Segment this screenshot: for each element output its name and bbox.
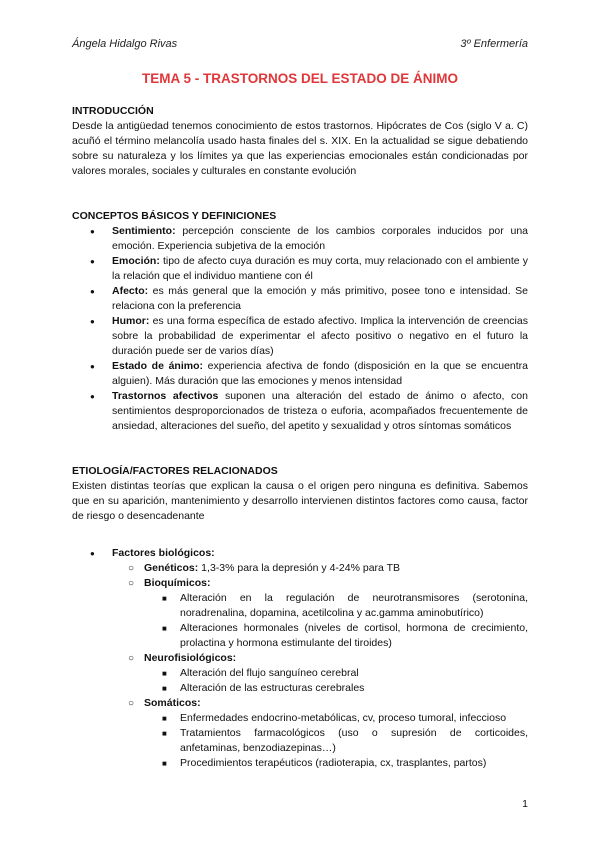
concepts-list (72, 224, 528, 434)
neuro-label: Neurofisiológicos: (144, 652, 237, 664)
list-item (72, 576, 528, 591)
term: Humor: (112, 315, 150, 327)
etiology-heading: ETIOLOGÍA/FACTORES RELACIONADOS (72, 465, 278, 477)
biochem-label: Bioquímicos: (144, 577, 211, 589)
list-item (72, 389, 528, 434)
concepts-heading: CONCEPTOS BÁSICOS Y DEFINICIONES (72, 210, 277, 222)
list-item: ■ Alteración del flujo sanguíneo cerebral (72, 666, 528, 681)
list-item (72, 224, 528, 254)
factors-list (72, 546, 528, 771)
document-title: TEMA 5 - TRASTORNOS DEL ESTADO DE ÁNIMO (141, 71, 459, 86)
list-item: ■ Tratamientos farmacológicos (uso o supresión de corticoides, anfetaminas, benzodiazepinas…) (72, 726, 528, 756)
list-item (72, 359, 528, 389)
list-item (72, 696, 528, 711)
intro-heading: INTRODUCCIÓN (72, 105, 154, 117)
list-item (72, 561, 528, 576)
term: Sentimiento: (112, 225, 176, 237)
term: Emoción: (112, 255, 160, 267)
list-item: ■ Enfermedades endocrino-metabólicas, cv, proceso tumoral, infeccioso (72, 711, 528, 726)
definition: tipo de afecto cuya duración es muy corta, muy relacionado con el ambiente y la relación que el individuo mantiene con él (112, 255, 528, 282)
etiology-paragraph: Existen distintas teorías que explican la causa o el origen pero ninguna es definitiva. Sabemos que en su aparición, mantenimiento y desarrollo intervienen distintos factores como causa, factor de riesgo o desencadenante (72, 480, 528, 522)
somatic-label: Somáticos: (144, 697, 201, 709)
list-item (72, 651, 528, 666)
document-body (72, 104, 528, 771)
list-item (72, 546, 528, 561)
list-item: ■ Alteración de las estructuras cerebrales (72, 681, 528, 696)
list-item (72, 254, 528, 284)
intro-paragraph: Desde la antigüedad tenemos conocimiento de estos trastornos. Hipócrates de Cos (siglo V a. C) acuñó el término melancolía usado hasta finales del s. XIX. En la actualidad se sigue debatiendo sobre su naturaleza y los límites ya que las experiencias emocionales están condicionadas por valores morales, sociales y culturales en constante evolución (72, 120, 528, 177)
list-item: ■ Alteraciones hormonales (niveles de cortisol, hormona de crecimiento, prolactina y hormona estimulante del tiroides) (72, 621, 528, 651)
list-item (72, 314, 528, 359)
genetics-text: 1,3-3% para la depresión y 4-24% para TB (198, 562, 401, 574)
list-item: ■ Procedimientos terapéuticos (radioterapia, cx, trasplantes, partos) (72, 756, 528, 771)
header-author: Ángela Hidalgo Rivas (72, 38, 178, 50)
page-number: 1 (522, 798, 528, 810)
term: Afecto: (112, 285, 149, 297)
term: Estado de ánimo: (112, 360, 203, 372)
genetics-label: Genéticos: (144, 562, 199, 574)
list-item: ■ Alteración en la regulación de neurotransmisores (serotonina, noradrenalina, dopamina, acetilcolina y ac.gamma aminobutírico) (72, 591, 528, 621)
definition: percepción consciente de los cambios corporales inducidos por una emoción. Experiencia subjetiva de la emoción (112, 225, 528, 252)
list-item (72, 284, 528, 314)
term: Trastornos afectivos (112, 390, 219, 402)
definition: suponen una alteración del estado de ánimo o afecto, con sentimientos desproporcionados de tristeza o euforia, acompañados frecuentemente de ansiedad, alteraciones del sueño, del apetito y sexualidad y otros síntomas somáticos (112, 390, 528, 432)
definition: es más general que la emoción y más primitivo, posee tono e intensidad. Se relaciona con la preferencia (112, 285, 528, 312)
factor-label: Factores biológicos: (112, 547, 215, 559)
definition: experiencia afectiva de fondo (disposición en la que se encuentra alguien). Más duración que las emociones y menos intensidad (112, 360, 528, 387)
header-course: 3º Enfermería (460, 38, 528, 50)
definition: es una forma específica de estado afectivo. Implica la intervención de creencias sobre la probabilidad de experimentar el afecto positivo o negativo en el futuro la duración puede ser de varios días) (112, 315, 528, 357)
